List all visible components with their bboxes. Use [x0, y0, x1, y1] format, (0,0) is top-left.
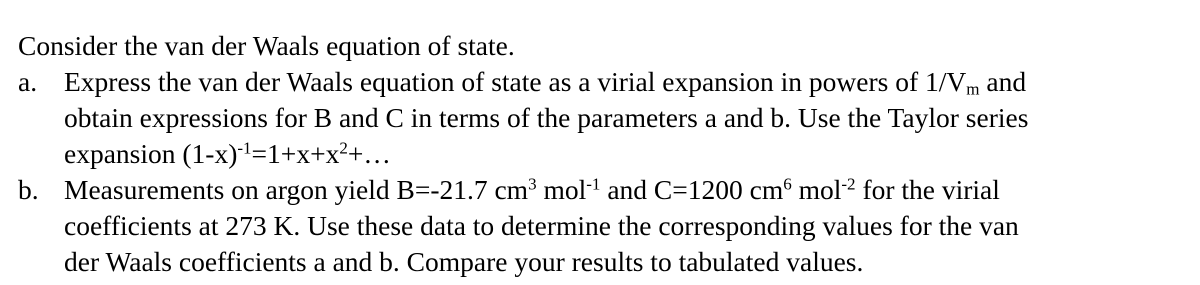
part-a-line-2: obtain expressions for B and C in terms of the parameters a and b. Use the Taylor series	[64, 102, 1029, 133]
superscript-minus-one: -1	[237, 138, 252, 158]
part-b-line-1	[64, 172, 1188, 208]
superscript-two: 2	[339, 138, 348, 158]
measurement-c-text: and C=1200 cm	[600, 174, 784, 205]
part-a	[18, 64, 1188, 172]
subscript-m: m	[966, 79, 980, 99]
part-a-line-1	[64, 64, 1188, 100]
part-a-line-3	[64, 136, 1188, 172]
taylor-expansion-text: expansion (1-x)	[64, 138, 238, 169]
measurement-b-text: Measurements on argon yield B=-21.7 cm	[64, 174, 529, 205]
part-b-line-3: der Waals coefficients a and b. Compare your results to tabulated values.	[64, 246, 864, 277]
superscript-minus-one-b: -1	[586, 174, 601, 194]
part-b-line-2: coefficients at 273 K. Use these data to determine the corresponding values for the van	[64, 210, 1019, 241]
part-a-line-1-text: Express the van der Waals equation of state as a virial expansion in powers of 1/V	[64, 66, 967, 97]
part-b-line-1-end: for the virial	[855, 174, 1000, 205]
taylor-expansion-end: +…	[347, 138, 391, 169]
part-a-marker: a.	[18, 66, 38, 97]
problem-text	[18, 28, 1188, 280]
mol-unit-c: mol	[791, 174, 842, 205]
mol-unit-b: mol	[536, 174, 587, 205]
problem-intro: Consider the van der Waals equation of state.	[18, 30, 515, 61]
part-b-marker: b.	[18, 174, 39, 205]
superscript-six: 6	[783, 174, 792, 194]
part-a-line-1-end: and	[979, 66, 1027, 97]
superscript-minus-two: -2	[841, 174, 856, 194]
part-b	[18, 172, 1188, 280]
superscript-three: 3	[528, 174, 537, 194]
taylor-expansion-middle: =1+x+x	[251, 138, 340, 169]
